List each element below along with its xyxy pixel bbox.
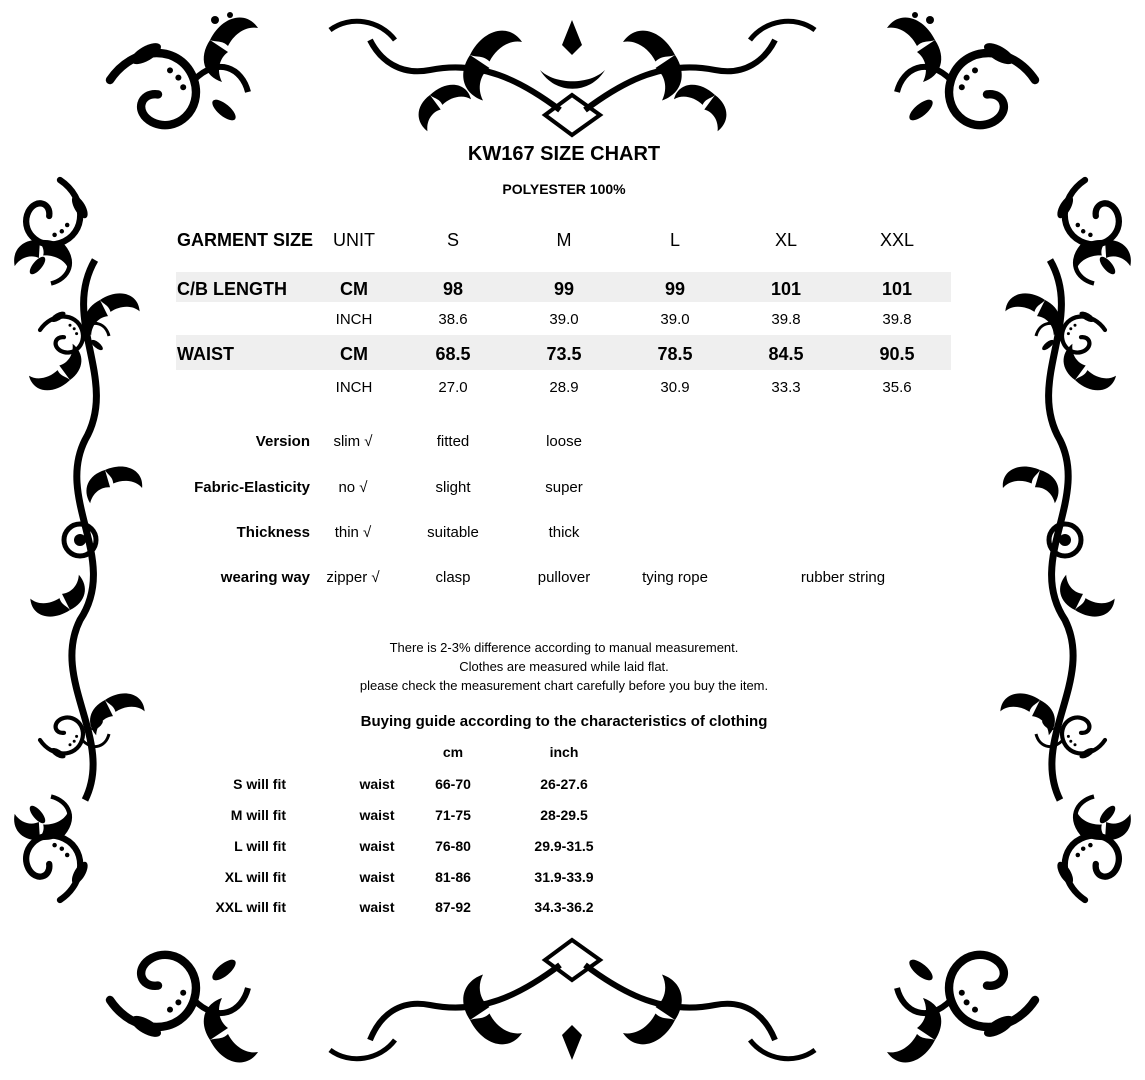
- char-label-fabric-elasticity: Fabric-Elasticity: [194, 479, 310, 496]
- header-s: S: [446, 230, 460, 250]
- row-label-waist: WAIST: [177, 344, 234, 364]
- char-label-wearing-way: wearing way: [220, 569, 310, 586]
- page-title: KW167 SIZE CHART: [467, 143, 661, 165]
- guide-inch: 29.9-31.5: [534, 838, 594, 854]
- corner-bottom-right: [887, 788, 1138, 1063]
- bottom-flourish: [330, 940, 815, 1060]
- header-m: M: [556, 230, 572, 250]
- char-option: loose: [546, 433, 582, 450]
- guide-size: M will fit: [230, 807, 286, 823]
- value-cell: 78.5: [657, 344, 693, 364]
- header-xl: XL: [774, 230, 798, 250]
- header-xxl: XXL: [879, 230, 915, 250]
- value-cell: 33.3: [771, 379, 801, 396]
- guide-size: XXL will fit: [215, 899, 286, 915]
- char-option: no √: [338, 479, 368, 496]
- guide-title: Buying guide according to the characteristics of clothing: [360, 713, 768, 730]
- guide-cm: 76-80: [435, 838, 471, 854]
- guide-inch: 34.3-36.2: [534, 899, 594, 915]
- value-cell: 98: [442, 279, 464, 299]
- guide-part: waist: [359, 776, 395, 792]
- note-line: please check the measurement chart carefully before you buy the item.: [359, 678, 769, 693]
- char-option: clasp: [435, 569, 471, 586]
- char-option: thick: [548, 524, 580, 541]
- guide-part: waist: [359, 838, 395, 854]
- unit-cell: CM: [340, 279, 368, 299]
- char-option: pullover: [537, 569, 591, 586]
- value-cell: 73.5: [546, 344, 582, 364]
- guide-part: waist: [359, 869, 395, 885]
- guide-inch: 31.9-33.9: [534, 869, 594, 885]
- header-unit: UNIT: [333, 230, 375, 250]
- unit-cell: INCH: [335, 379, 373, 396]
- unit-cell: CM: [340, 344, 368, 364]
- row-label-cb-length: C/B LENGTH: [177, 279, 287, 299]
- guide-part: waist: [359, 807, 395, 823]
- material-label: POLYESTER 100%: [502, 181, 626, 197]
- value-cell: 27.0: [438, 379, 468, 396]
- value-cell: 99: [553, 279, 575, 299]
- value-cell: 84.5: [768, 344, 804, 364]
- char-option: fitted: [436, 433, 470, 450]
- guide-inch: 26-27.6: [540, 776, 588, 792]
- value-cell: 38.6: [438, 311, 468, 328]
- value-cell: 30.9: [660, 379, 690, 396]
- note-line: Clothes are measured while laid flat.: [459, 659, 669, 674]
- guide-inch: 28-29.5: [540, 807, 588, 823]
- guide-header-inch: inch: [549, 744, 579, 760]
- char-option: tying rope: [642, 569, 708, 586]
- value-cell: 39.0: [549, 311, 579, 328]
- right-vine: [996, 260, 1119, 800]
- value-cell: 101: [770, 279, 802, 299]
- char-option: rubber string: [800, 569, 886, 586]
- guide-header-cm: cm: [442, 744, 464, 760]
- char-label-thickness: Thickness: [236, 524, 310, 541]
- char-option: zipper √: [326, 569, 380, 586]
- guide-size: S will fit: [233, 776, 286, 792]
- char-option: super: [545, 479, 583, 496]
- value-cell: 90.5: [879, 344, 915, 364]
- char-option: slim √: [333, 433, 373, 450]
- corner-top-right: [887, 12, 1138, 292]
- guide-cm: 71-75: [435, 807, 471, 823]
- guide-size: XL will fit: [224, 869, 286, 885]
- value-cell: 35.6: [882, 379, 912, 396]
- corner-top-left: [7, 12, 258, 292]
- top-flourish: [330, 20, 815, 142]
- guide-cm: 87-92: [435, 899, 471, 915]
- value-cell: 28.9: [549, 379, 579, 396]
- corner-bottom-left: [7, 788, 258, 1063]
- value-cell: 68.5: [435, 344, 471, 364]
- value-cell: 101: [881, 279, 913, 299]
- note-line: There is 2-3% difference according to manual measurement.: [389, 640, 739, 655]
- header-garment-size: GARMENT SIZE: [177, 230, 314, 250]
- value-cell: 39.0: [660, 311, 690, 328]
- char-label-version: Version: [255, 433, 310, 450]
- value-cell: 39.8: [771, 311, 801, 328]
- value-cell: 99: [664, 279, 686, 299]
- header-l: L: [669, 230, 681, 250]
- char-option: thin √: [334, 524, 372, 541]
- char-option: suitable: [427, 524, 479, 541]
- value-cell: 39.8: [882, 311, 912, 328]
- char-option: slight: [435, 479, 471, 496]
- left-vine: [26, 260, 149, 800]
- guide-cm: 66-70: [435, 776, 471, 792]
- guide-cm: 81-86: [435, 869, 471, 885]
- guide-size: L will fit: [234, 838, 286, 854]
- unit-cell: INCH: [335, 311, 373, 328]
- guide-part: waist: [359, 899, 395, 915]
